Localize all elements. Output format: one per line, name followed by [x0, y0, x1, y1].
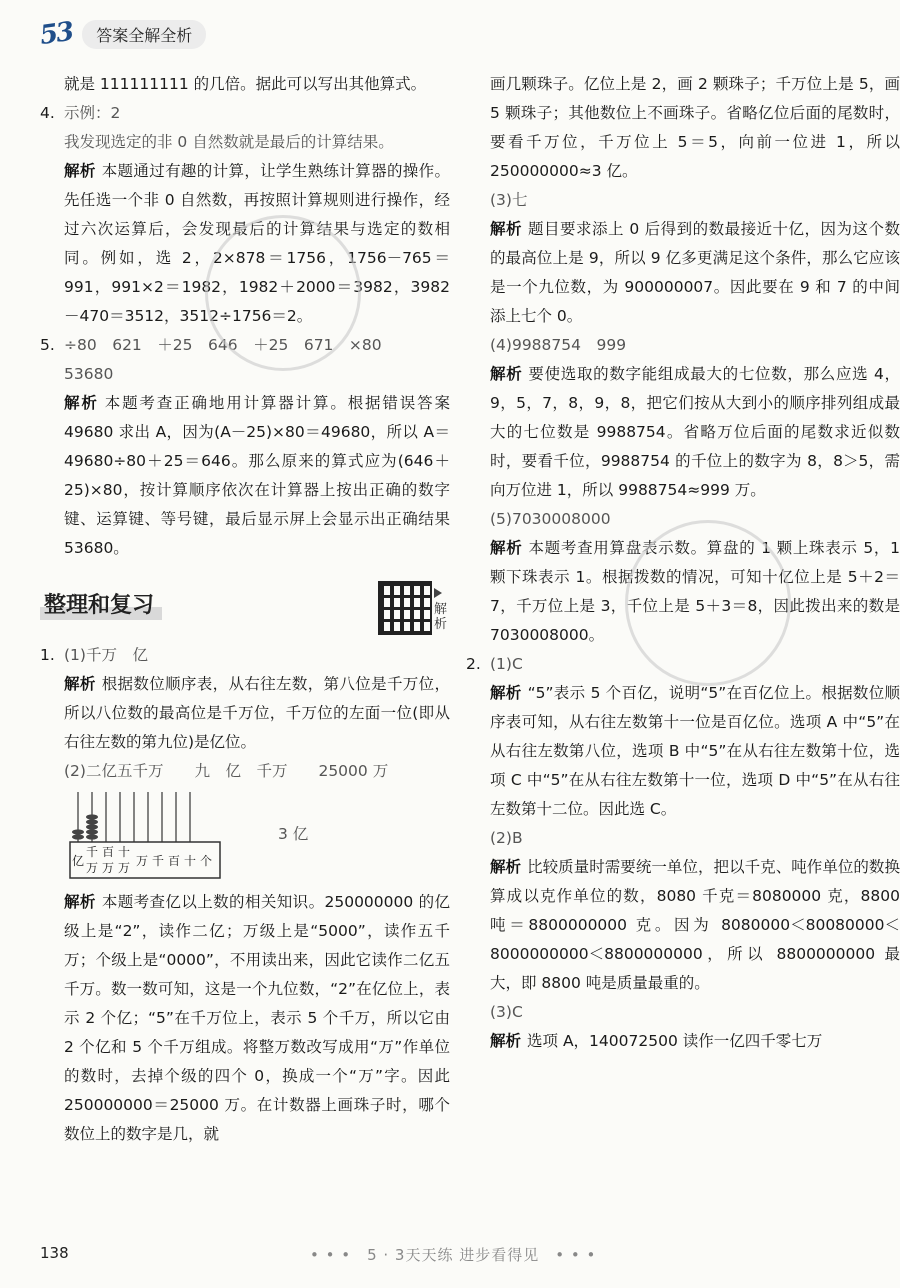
abacus-label-bai: 百: [168, 854, 181, 868]
abacus-figure: [64, 790, 450, 882]
abacus-label-qianwan-top: 千: [86, 845, 99, 859]
analysis-label: 解析: [64, 893, 96, 911]
analysis-label: 解析: [490, 1032, 522, 1050]
abacus-label-yi: 亿: [72, 854, 85, 868]
r1-part4: (4)9988754 999: [490, 336, 627, 354]
svg-text:百: 百: [102, 845, 115, 859]
abacus-result: 3 亿: [278, 825, 309, 843]
q2-part3: (3)C: [490, 1003, 523, 1021]
q2-part1: 2. (1)C: [466, 650, 900, 679]
q4-text: 我发现选定的非 0 自然数就是最后的计算结果。: [64, 133, 394, 151]
footer-slogan: • • • 5 · 3天天练 进步看得见 • • •: [310, 1246, 597, 1264]
r1-analysis1: 解析 根据数位顺序表，从右往左数，第八位是千万位，所以八位数的最高位是千万位，千万位的左面一位(即从右往左数的第九位)是亿位。: [64, 675, 450, 751]
q5-answer-result: 53680: [64, 365, 114, 383]
watermark-stamp: [205, 215, 361, 371]
section-title: 整理和复习: [40, 591, 162, 620]
r1-analysis2: 解析 本题考查亿以上数的相关知识。250000000 的亿级上是“2”，读作二亿；万级上是“5000”，读作五千万；个级上是“0000”，不用读出来，因此它读作二亿五千万。数一数可知，这是一个九位数，“2”在亿位上，表示 2 个亿；“5”在千万位上，表示 5 个千万，所以它由 2 个亿和 5 个千万组成。将整万数改写成用“万”作单位的数时，去掉个级的四个 0，换成一个“万”字。因此 250000000＝25000 万。在计数器上画珠子时，哪个数位上的数字是几，就: [64, 893, 450, 1143]
qr-code-icon[interactable]: [378, 581, 432, 635]
abacus-label-qian: 千: [152, 854, 165, 868]
page-number: 138: [40, 1244, 69, 1262]
analysis-label: 解析: [490, 539, 523, 557]
watermark-stamp: [625, 520, 791, 686]
r1-analysis5: 解析 本题考查用算盘表示数。算盘的 1 颗上珠表示 5，1 颗下珠表示 1。根据拨数的情况，可知十亿位上是 5＋2＝7，千万位上是 3，千位上是 5＋3＝8，因此拨出来的数是 7030008000。: [490, 539, 900, 644]
q5-answer: 5. ÷80 621 ＋25 646 ＋25 671 ×80: [40, 331, 450, 360]
q2-analysis3: 解析 选项 A，140072500 读作一亿四千零七万: [490, 1032, 823, 1050]
q4-analysis: 解析 本题通过有趣的计算，让学生熟练计算器的操作。先任选一个非 0 自然数，再按照计算规则进行操作，经过六次运算后，会发现最后的计算结果与选定的数相同。例如，选 2，2×878＝1756，1756－765＝991，991×2＝1982，1982＋2000＝3982，3982－470＝3512，3512÷1756＝2。: [64, 162, 450, 325]
svg-text:万: 万: [118, 861, 131, 875]
svg-text:万: 万: [102, 861, 115, 875]
r1-part3: (3)七: [490, 191, 528, 209]
q5-number: 5.: [40, 336, 55, 354]
header-label: 答案全解全析: [82, 20, 206, 49]
play-icon: [434, 588, 442, 598]
r1-part1: 1. (1)千万 亿: [40, 641, 450, 670]
abacus-label-shi: 十: [184, 854, 197, 868]
q2-part2: (2)B: [490, 829, 523, 847]
q2-analysis1: 解析 “5”表示 5 个百亿，说明“5”在百亿位上。根据数位顺序表可知，从右往左数第十一位是百亿位。选项 A 中“5”在从右往左数第八位，选项 B 中“5”在从右往左数第十位，选项 C 中“5”在从右往左数第十一位，选项 D 中“5”在从右往左数第十二位。因此选 C。: [490, 684, 900, 818]
q4-answer: 4. 示例：2: [40, 99, 450, 128]
analysis-label: 解析: [490, 858, 522, 876]
q2-analysis2: 解析 比较质量时需要统一单位，把以千克、吨作单位的数换算成以克作单位的数，8080 千克＝8080000 克，8800 吨＝8800000000 克。因为 8080000＜80080000＜8000000000＜8800000000，所以 8800000000 最大，即 8800 吨是质量最重的。: [490, 858, 900, 992]
abacus-label-qianwan-bottom: 万: [86, 861, 99, 875]
section-header: [40, 581, 450, 633]
r1-part2: (2)二亿五千万 九 亿 千万 25000 万: [64, 762, 389, 780]
page-header: [40, 14, 206, 54]
brand-logo: 53: [38, 16, 75, 52]
analysis-label: 解析: [64, 394, 99, 412]
analysis-label: 解析: [490, 220, 522, 238]
analysis-label: 解析: [490, 365, 523, 383]
r1-part5: (5)7030008000: [490, 510, 611, 528]
q2-number: 2.: [466, 655, 481, 673]
abacus-label-ge: 个: [200, 854, 213, 868]
analysis-label: 解析: [64, 675, 96, 693]
analysis-label: 解析: [64, 162, 96, 180]
analysis-label: 解析: [490, 684, 522, 702]
q4-number: 4.: [40, 104, 55, 122]
svg-text:十: 十: [118, 845, 131, 859]
continuation-text: 就是 111111111 的几倍。据此可以写出其他算式。: [64, 75, 427, 93]
continuation-text-right: 画几颗珠子。亿位上是 2，画 2 颗珠子；千万位上是 5，画 5 颗珠子；其他数位上不画珠子。省略亿位后面的尾数时，要看千万位，千万位上 5＝5，向前一位进 1，所以 250000000≈3 亿。: [490, 75, 900, 180]
abacus-diagram: [64, 790, 282, 880]
q5-analysis: 解析 本题考查正确地用计算器计算。根据错误答案 49680 求出 A，因为(A－25)×80＝49680，所以 A＝49680÷80＋25＝646。那么原来的算式应为(646＋25)×80，按计算顺序依次在计算器上按出正确的数字键、运算键、等号键，最后显示屏上会显示出正确结果 53680。: [64, 394, 450, 557]
abacus-label-wan: 万: [136, 854, 149, 868]
r1-analysis4: 解析 要使选取的数字能组成最大的七位数，那么应选 4，9，5，7，8，9，8，把它们按从大到小的顺序排列组成最大的七位数是 9988754。省略万位后面的尾数求近似数时，要看千位，9988754 的千位上的数字为 8，8＞5，需向万位进 1，所以 9988754≈999 万。: [490, 365, 900, 499]
r1-analysis3: 解析 题目要求添上 0 后得到的数最接近十亿，因为这个数的最高位上是 9，所以 9 亿多更满足这个条件，那么它应该是一个九位数，为 900000007。因此要在 9 和 7 的中间添上七个 0。: [490, 220, 900, 325]
qr-label: 解析: [434, 587, 450, 632]
r1-number: 1.: [40, 646, 55, 664]
